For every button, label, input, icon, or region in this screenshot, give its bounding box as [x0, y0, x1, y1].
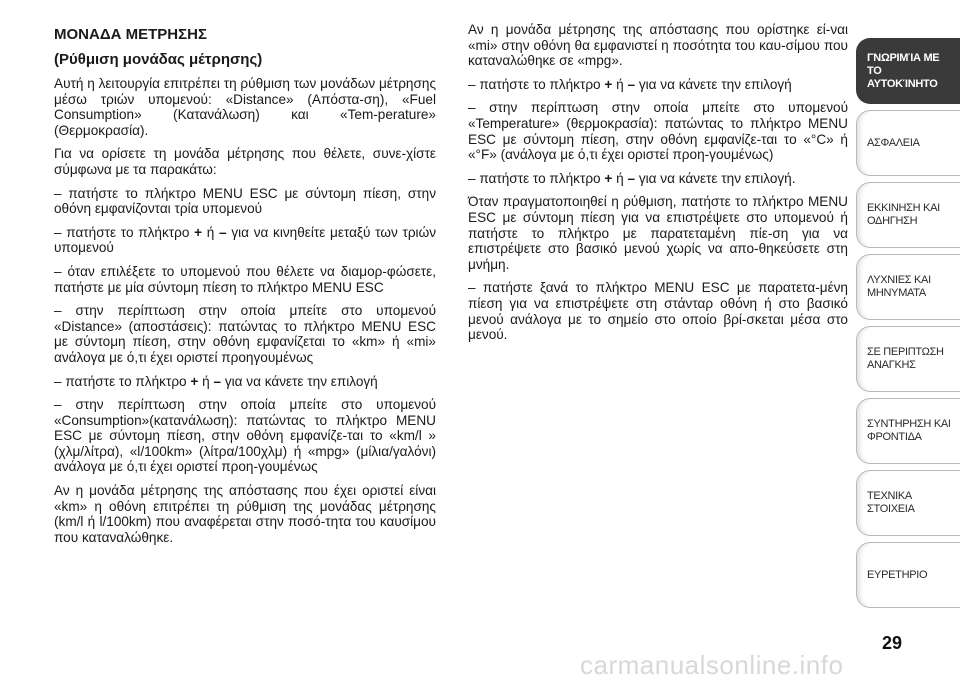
tab-label-line: ΤΕΧΝΙΚΑ ΣΤΟΙΧΕΙΑ — [867, 490, 915, 515]
text-run: για να κινηθείτε μεταξύ των τριών υπομενού — [54, 224, 436, 256]
tab-label-line: ΑΥΤΟΚΊΝΗΤΟ — [867, 77, 938, 90]
text-run: – πατήστε το πλήκτρο — [54, 224, 195, 240]
plus-key-symbol: + — [604, 76, 613, 92]
section-heading: ΜΟΝΑΔΑ ΜΕΤΡΗΣΗΣ — [54, 26, 207, 43]
tab-safety[interactable] — [856, 110, 960, 176]
minus-key-symbol: – — [219, 224, 227, 240]
paragraph: Όταν πραγματοποιηθεί η ρύθμιση, πατήστε το πλήκτρο MENU ESC με σύντομη πίεση για να επιστρέψετε στο υπομενού ή πατήστε το πλήκτρο με παρατεταμένη πίε-ση για να επιστρέψετε στο βασικό μενού χωρίς να απο-θηκεύσετε στη μνήμη. — [468, 194, 848, 272]
text-run: – πατήστε το πλήκτρο — [54, 373, 191, 389]
text-run: ή — [612, 76, 628, 92]
tab-label-line: ΓΝΩΡΙΜΊΑ ΜΕ ΤΟ — [867, 51, 940, 77]
tab-warning-lights-and-messages[interactable] — [856, 254, 960, 320]
page-number: 29 — [881, 633, 903, 653]
tab-label-line: ΜΗΝΥΜΑΤΑ — [867, 287, 926, 299]
tab-label-line: ΑΣΦΑΛΕΙΑ — [867, 136, 920, 149]
paragraph: Για να ορίσετε τη μονάδα μέτρησης που θέλετε, συνε-χίστε σύμφωνα με τα παρακάτω: — [54, 146, 436, 177]
paragraph: – στην περίπτωση στην οποία μπείτε στο υπομενού «Consumption»(κατανάλωση): πατώντας το πλήκτρο MENU ESC με σύντομη πίεση, στην οθόνη εμφανίζε-ται το «km/l » (χλμ/λίτρα), «l/100km» (λίτρα/100χλμ) ή «mpg» (μίλια/γαλόνι) ανάλογα με ό,τι έχει οριστεί προη-γουμένως — [54, 397, 436, 475]
text-run: ή — [202, 224, 220, 240]
left-column — [54, 26, 436, 553]
text-run: ή — [612, 170, 628, 186]
paragraph — [468, 77, 848, 93]
minus-key-symbol: – — [213, 373, 222, 389]
paragraph: – πατήστε ξανά το πλήκτρο MENU ESC με παρατετα-μένη πίεση για να επιστρέψετε στη στάνταρ οθόνη ή στο βασικό μενού ανάλογα με το σημείο στο οποίο βρί-σκεται μέσα στο μενού. — [468, 280, 848, 343]
text-run: – πατήστε το πλήκτρο — [468, 170, 605, 186]
tab-label-line: ΣΥΝΤΗΡΗΣΗ ΚΑΙ — [867, 418, 951, 430]
text-run: για να κάνετε την επιλογή. — [635, 170, 796, 186]
text-run: για να κάνετε την επιλογή — [635, 76, 792, 92]
text-run: για να κάνετε την επιλογή — [221, 373, 378, 389]
tab-label-line: ΣΕ ΠΕΡΙΠΤΩΣΗ — [867, 346, 944, 358]
tab-label-line: ΟΔΗΓΗΣΗ — [867, 215, 918, 227]
paragraph — [468, 171, 848, 187]
paragraph — [54, 374, 436, 390]
tab-technical-specifications[interactable] — [856, 470, 960, 536]
paragraph — [54, 225, 436, 256]
paragraph: Αυτή η λειτουργία επιτρέπει τη ρύθμιση των μονάδων μέτρησης μέσω τριών υπομενού: «Distance» (Απόστα-ση), «Fuel Consumption» (Κατανάλωση) και «Tem-perature» (Θερμοκρασία). — [54, 76, 436, 138]
section-subheading: (Ρύθμιση μονάδας μέτρησης) — [54, 51, 263, 68]
paragraph: – πατήστε το πλήκτρο MENU ESC με σύντομη πίεση, στην οθόνη εμφανίζονται τρία υπομενού — [54, 185, 436, 217]
chapter-tab-sidebar — [856, 0, 960, 677]
right-column — [468, 22, 848, 351]
tab-label-line: ΦΡΟΝΤΙΔΑ — [867, 431, 922, 443]
paragraph: – στην περίπτωση στην οποία μπείτε στο υπομενού «Distance» (αποστάσεις): πατώντας το πλήκτρο MENU ESC με σύντομη πίεση, στην οθόνη εμφανίζεται το «km» ή «mi» ανάλογα με ό,τι έχει οριστεί προηγουμένως — [54, 303, 436, 365]
tab-label-line: ΕΥΡΕΤΗΡΙΟ — [867, 568, 928, 581]
tab-index[interactable] — [856, 542, 960, 608]
plus-key-symbol: + — [194, 224, 203, 240]
text-run: ή — [198, 373, 214, 389]
paragraph: Αν η μονάδα μέτρησης της απόστασης που έχει οριστεί είναι «km» η οθόνη επιτρέπει τη ρύθμιση της μονάδας μέτρησης (km/l ή l/100km) που αναφέρεται στην ποσό-τητα του καυσίμου που καταναλώθηκε. — [54, 483, 436, 545]
plus-key-symbol: + — [604, 170, 613, 186]
tab-starting-and-driving[interactable] — [856, 182, 960, 248]
watermark-text: carmanualsonline.info — [580, 650, 844, 680]
tab-label-line: ΕΚΚΙΝΗΣΗ ΚΑΙ — [867, 202, 940, 214]
tab-getting-to-know-car[interactable] — [856, 38, 960, 104]
paragraph: Αν η μονάδα μέτρησης της απόστασης που ορίστηκε εί-ναι «mi» στην οθόνη θα εμφανιστεί η ποσότητα του καυ-σίμου που καταναλώθηκε σε «mpg». — [468, 22, 848, 69]
text-run: – πατήστε το πλήκτρο — [468, 76, 605, 92]
minus-key-symbol: – — [627, 76, 636, 92]
tab-in-an-emergency[interactable] — [856, 326, 960, 392]
paragraph: – στην περίπτωση στην οποία μπείτε στο υπομενού «Temperature» (θερμοκρασία): πατώντας το πλήκτρο MENU ESC με σύντομη πίεση, στην οθόνη εμφανίζε-ται το «°C» ή «°F» (ανάλογα με ό,τι έχει οριστεί προη-γουμένως) — [468, 100, 848, 163]
paragraph: – όταν επιλέξετε το υπομενού που θέλετε να διαμορ-φώσετε, πατήστε με μία σύντομη πίεση το πλήκτρο MENU ESC — [54, 263, 436, 295]
plus-key-symbol: + — [190, 373, 199, 389]
minus-key-symbol: – — [627, 170, 636, 186]
tab-servicing-and-care[interactable] — [856, 398, 960, 464]
tab-label-line: ΛΥΧΝΙΕΣ ΚΑΙ — [867, 274, 931, 286]
tab-label-line: ΑΝΑΓΚΗΣ — [867, 359, 916, 371]
